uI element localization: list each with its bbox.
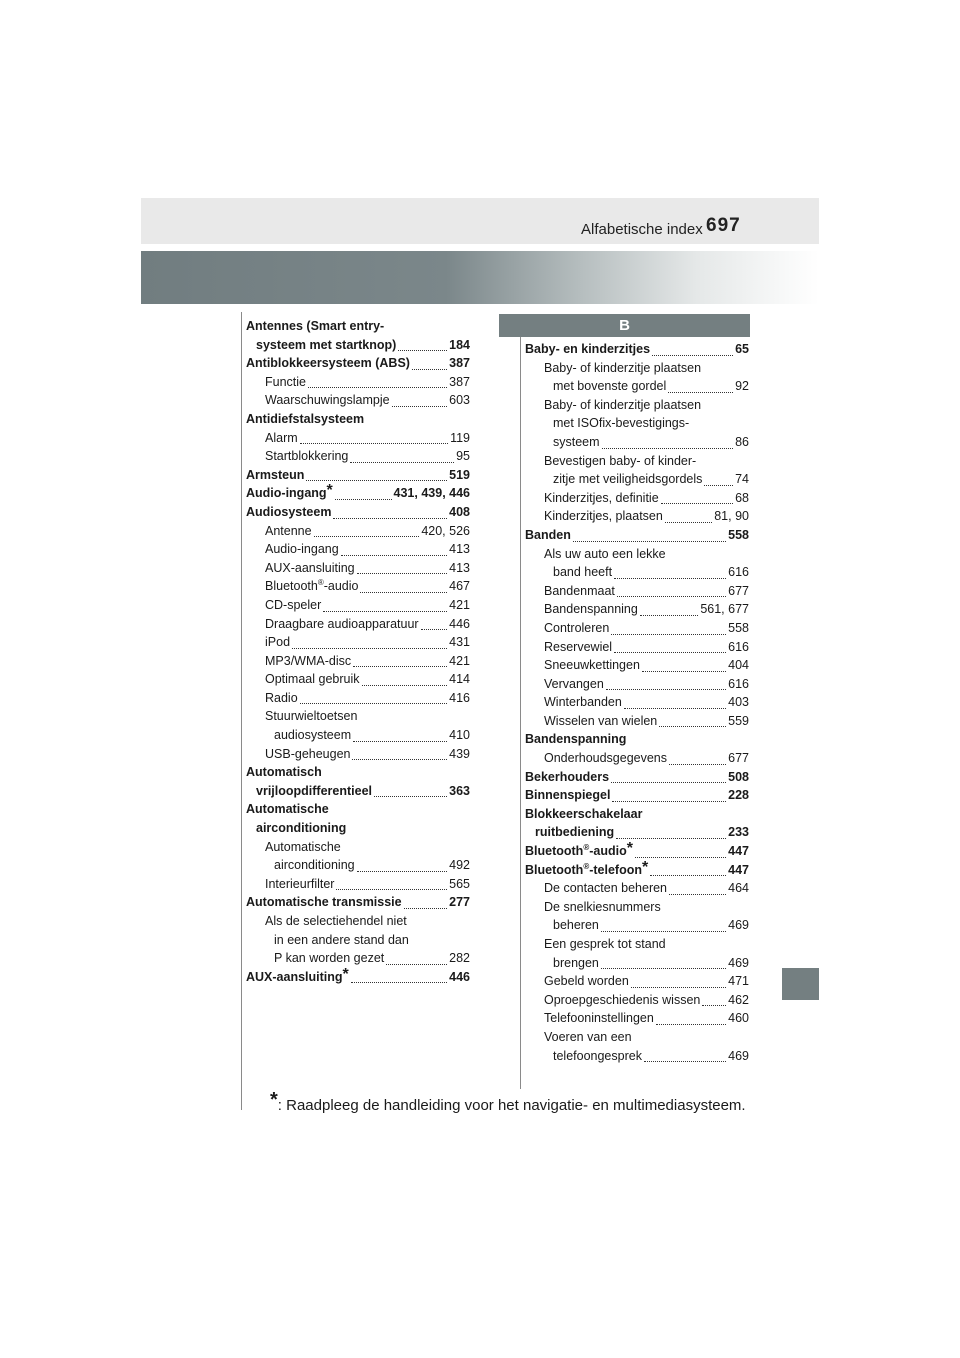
index-subentry: brengen 469	[553, 955, 749, 970]
index-subentry: USB-geheugen 439	[265, 746, 470, 761]
index-entry: Automatische	[246, 802, 329, 817]
index-subentry: Bandenmaat 677	[544, 583, 749, 598]
index-entry: Audiosysteem 408	[246, 504, 470, 519]
index-subentry: Baby- of kinderzitje plaatsen	[544, 360, 702, 375]
index-subentry: met ISOfix-bevestigings-	[553, 416, 690, 431]
index-entry: Baby- en kinderzitjes 65	[525, 342, 749, 356]
registered-mark: ®	[583, 842, 590, 852]
index-subentry: Bevestigen baby- of kinder-	[544, 453, 697, 468]
index-entry: Bluetooth®-audio* 447	[525, 840, 749, 859]
index-subentry: Functie 387	[265, 374, 470, 389]
index-entry: systeem met startknop) 184	[256, 337, 470, 352]
index-entry: Binnenspiegel 228	[525, 788, 749, 803]
index-subentry: Controleren 558	[544, 620, 749, 635]
index-subentry: De contacten beheren 464	[544, 881, 749, 896]
index-subentry: audiosysteem 410	[274, 728, 470, 743]
header-title: Alfabetische index	[581, 221, 703, 238]
index-entry: Bekerhouders 508	[525, 769, 749, 784]
index-entry: Antidiefstalsysteem	[246, 411, 365, 426]
index-subentry: met bovenste gordel 92	[553, 379, 749, 394]
index-subentry: Gebeld worden 471	[544, 974, 749, 989]
index-entry: vrijloopdifferentieel 363	[256, 783, 470, 798]
index-subentry: iPod 431	[265, 635, 470, 650]
index-entry: Banden 558	[525, 527, 749, 542]
index-entry: Armsteun 519	[246, 467, 470, 482]
index-subentry: Wisselen van wielen 559	[544, 713, 749, 728]
registered-mark: ®	[317, 578, 324, 588]
index-subentry: Antenne 420, 526	[265, 523, 470, 538]
index-entry: Antiblokkeersysteem (ABS) 387	[246, 356, 470, 371]
index-entry: Bluetooth®-telefoon* 447	[525, 858, 749, 877]
index-subentry: Telefooninstellingen 460	[544, 1011, 749, 1026]
index-subentry: Kinderzitjes, definitie 68	[544, 490, 749, 505]
column-divider-left	[241, 312, 242, 1110]
index-subentry: Audio-ingang 413	[265, 542, 470, 557]
index-subentry: P kan worden gezet 282	[274, 951, 470, 966]
index-subentry: Waarschuwingslampje 603	[265, 393, 470, 408]
footnote-star-icon: *	[342, 965, 349, 983]
index-entry: Blokkeerschakelaar	[525, 806, 643, 821]
index-column-left	[246, 317, 470, 986]
chapter-tab-marker	[782, 968, 819, 1000]
index-subentry: De snelkiesnummers	[544, 899, 661, 914]
index-subentry: zitje met veiligheidsgordels 74	[553, 472, 749, 487]
index-entry: Audio-ingang* 431, 439, 446	[246, 482, 470, 501]
index-entry: airconditioning	[256, 821, 347, 836]
footnote-star-icon: *	[270, 1089, 278, 1111]
index-subentry: Oproepgeschiedenis wissen 462	[544, 992, 749, 1007]
index-subentry: Bluetooth®-audio 467	[265, 578, 470, 594]
page-number: 697	[706, 215, 741, 236]
index-subentry: Optimaal gebruik 414	[265, 672, 470, 687]
index-subentry: Kinderzitjes, plaatsen 81, 90	[544, 509, 749, 524]
index-entry: AUX-aansluiting* 446	[246, 965, 470, 984]
index-subentry: Alarm 119	[265, 430, 470, 445]
index-subentry: beheren 469	[553, 918, 749, 933]
footnote-star-icon: *	[626, 840, 633, 858]
index-entry: Automatische transmissie 277	[246, 895, 470, 910]
index-subentry: AUX-aansluiting 413	[265, 560, 470, 575]
index-entry: Bandenspanning	[525, 732, 627, 747]
index-subentry: Radio 416	[265, 690, 470, 705]
index-subentry: Winterbanden 403	[544, 695, 749, 710]
registered-mark: ®	[583, 861, 590, 871]
index-subentry: MP3/WMA-disc 421	[265, 653, 470, 668]
index-subentry: airconditioning 492	[274, 858, 470, 873]
index-subentry: Automatische	[265, 839, 341, 854]
index-entry: Antennes (Smart entry-	[246, 319, 385, 333]
index-subentry: Stuurwieltoetsen	[265, 709, 358, 724]
index-subentry: telefoongesprek 469	[553, 1048, 749, 1063]
index-subentry: Sneeuwkettingen 404	[544, 658, 749, 673]
index-subentry: Startblokkering 95	[265, 449, 470, 464]
index-subentry: Bandenspanning 561, 677	[544, 602, 749, 617]
index-subentry: Als de selectiehendel niet	[265, 914, 407, 928]
index-entry: Automatisch	[246, 765, 322, 780]
index-subentry: band heeft 616	[553, 565, 749, 580]
index-subentry: Onderhoudsgegevens 677	[544, 751, 749, 766]
index-subentry: Als uw auto een lekke	[544, 546, 666, 561]
index-entry: ruitbediening 233	[535, 825, 749, 840]
index-subentry: Vervangen 616	[544, 676, 749, 691]
index-subentry: Een gesprek tot stand	[544, 937, 666, 951]
header-gradient-bar	[141, 251, 819, 304]
index-subentry: systeem 86	[553, 434, 749, 449]
section-header-b: B	[499, 314, 750, 337]
index-subentry: Reservewiel 616	[544, 639, 749, 654]
index-subentry: in een andere stand dan	[274, 932, 409, 947]
footnote	[270, 1089, 746, 1114]
index-subentry: Baby- of kinderzitje plaatsen	[544, 397, 702, 412]
footnote-star-icon: *	[326, 482, 333, 500]
index-subentry: Voeren van een	[544, 1029, 632, 1044]
column-divider-middle	[520, 337, 521, 1089]
index-column-right	[525, 340, 749, 1065]
index-subentry: Interieurfilter 565	[265, 876, 470, 891]
footnote-text: : Raadpleeg de handleiding voor het navigatie- en multimediasysteem.	[277, 1097, 746, 1114]
footnote-star-icon: *	[642, 858, 649, 876]
index-subentry: Draagbare audioapparatuur 446	[265, 616, 470, 631]
index-subentry: CD-speler 421	[265, 597, 470, 612]
